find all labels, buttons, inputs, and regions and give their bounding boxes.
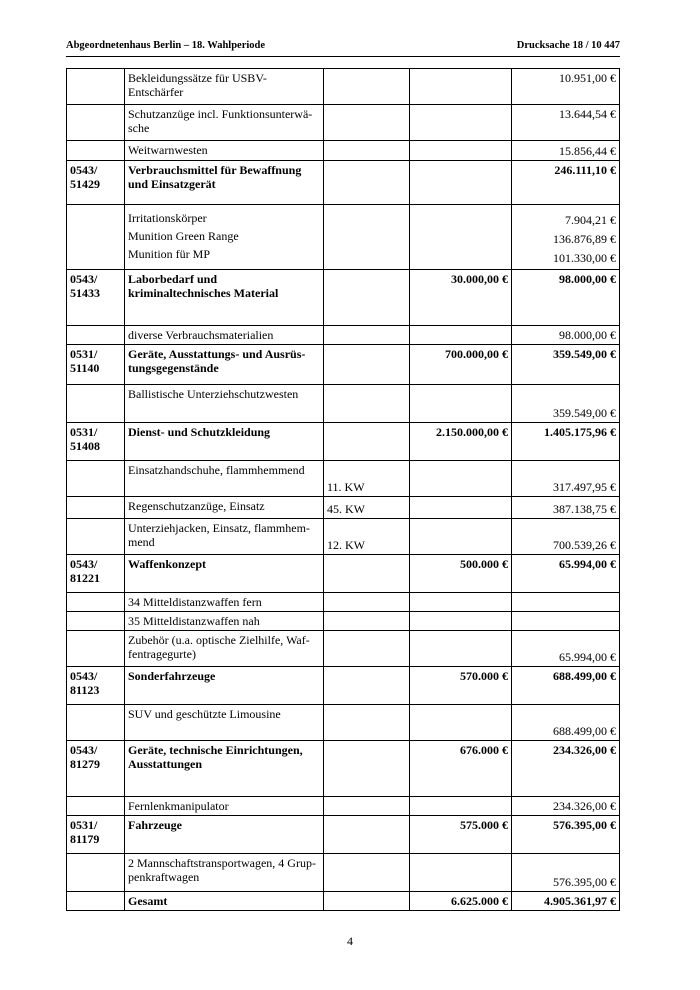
item-title: Munition für MP — [128, 247, 211, 261]
week-cell — [324, 69, 410, 105]
actual-amount: 359.549,00 € — [512, 385, 620, 423]
week-cell — [324, 161, 410, 205]
code-cell — [67, 631, 125, 667]
week-cell — [324, 385, 410, 423]
item-title: Irritationskörper — [128, 211, 207, 225]
item-title: 35 Mitteldistanzwaffen nah — [125, 612, 324, 631]
table-row-budget-title — [67, 345, 620, 385]
actual-amount: 7.904,21 € — [565, 213, 616, 227]
planned-amount: 2.150.000,00 € — [410, 423, 512, 461]
actual-amount-list — [512, 205, 620, 270]
budget-title: Verbrauchsmittel für Bewaffnung und Einsatzgerät — [125, 161, 324, 205]
code-cell — [67, 612, 125, 631]
actual-amount: 98.000,00 € — [512, 326, 620, 345]
actual-amount: 246.111,10 € — [512, 161, 620, 205]
table-row — [67, 105, 620, 141]
planned-cell — [410, 854, 512, 892]
item-title: Regenschutzanzüge, Einsatz — [125, 497, 324, 519]
item-title: Schutzanzüge incl. Funktionsunterwä-sche — [125, 105, 324, 141]
budget-code: 0531/ 51140 — [67, 345, 125, 385]
budget-title: Geräte, Ausstattungs- und Ausrüs-tungsgegenstände — [125, 345, 324, 385]
code-cell — [67, 385, 125, 423]
budget-code: 0543/ 81279 — [67, 741, 125, 797]
code-cell — [67, 705, 125, 741]
week-cell — [324, 270, 410, 326]
planned-cell — [410, 461, 512, 497]
budget-code: 0543/ 51433 — [67, 270, 125, 326]
budget-title: Waffenkonzept — [125, 555, 324, 593]
header-rule — [66, 56, 620, 57]
week-cell — [324, 705, 410, 741]
total-label: Gesamt — [125, 892, 324, 911]
planned-cell — [410, 69, 512, 105]
actual-amount: 688.499,00 € — [512, 667, 620, 705]
actual-cell — [512, 612, 620, 631]
budget-title: Fahrzeuge — [125, 816, 324, 854]
week-cell — [324, 854, 410, 892]
planned-cell — [410, 326, 512, 345]
table-row — [67, 631, 620, 667]
item-title: SUV und geschützte Limousine — [125, 705, 324, 741]
week-cell — [324, 741, 410, 797]
table-row-total — [67, 892, 620, 911]
actual-amount: 317.497,95 € — [512, 461, 620, 497]
week-cell — [324, 141, 410, 161]
budget-code: 0543/ 81221 — [67, 555, 125, 593]
item-title: diverse Verbrauchsmaterialien — [125, 326, 324, 345]
code-cell — [67, 854, 125, 892]
code-cell — [67, 593, 125, 612]
actual-amount: 13.644,54 € — [512, 105, 620, 141]
budget-title: Laborbedarf und kriminaltechnisches Material — [125, 270, 324, 326]
actual-amount: 10.951,00 € — [512, 69, 620, 105]
actual-amount: 1.405.175,96 € — [512, 423, 620, 461]
item-title: Bekleidungssätze für USBV-Entschärfer — [125, 69, 324, 105]
week-cell — [324, 555, 410, 593]
planned-amount: 570.000 € — [410, 667, 512, 705]
budget-code: 0543/ 81123 — [67, 667, 125, 705]
item-title: Unterziehjacken, Einsatz, flammhem-mend — [125, 519, 324, 555]
table-row — [67, 141, 620, 161]
planned-cell — [410, 593, 512, 612]
week-cell — [324, 423, 410, 461]
item-title: 2 Mannschaftstransportwagen, 4 Grup-penkraftwagen — [125, 854, 324, 892]
header-parliament: Abgeordnetenhaus Berlin – 18. Wahlperiode — [66, 40, 266, 51]
table-row-budget-title — [67, 161, 620, 205]
code-cell — [67, 69, 125, 105]
budget-code: 0543/ 51429 — [67, 161, 125, 205]
item-title: Munition Green Range — [128, 229, 239, 243]
actual-amount: 576.395,00 € — [512, 854, 620, 892]
calendar-week: 45. KW — [324, 497, 410, 519]
actual-amount: 576.395,00 € — [512, 816, 620, 854]
planned-cell — [410, 205, 512, 270]
actual-amount: 359.549,00 € — [512, 345, 620, 385]
planned-cell — [410, 141, 512, 161]
week-cell — [324, 667, 410, 705]
table-row — [67, 385, 620, 423]
code-cell — [67, 892, 125, 911]
item-title: Zubehör (u.a. optische Zielhilfe, Waf-fentragegurte) — [125, 631, 324, 667]
budget-title: Sonderfahrzeuge — [125, 667, 324, 705]
actual-amount: 700.539,26 € — [512, 519, 620, 555]
actual-amount: 101.330,00 € — [553, 251, 616, 265]
item-title: Einsatzhandschuhe, flammhemmend — [125, 461, 324, 497]
actual-amount: 387.138,75 € — [512, 497, 620, 519]
actual-amount: 136.876,89 € — [553, 232, 616, 246]
planned-amount: 676.000 € — [410, 741, 512, 797]
table-row — [67, 497, 620, 519]
planned-cell — [410, 705, 512, 741]
item-title: Fernlenkmanipulator — [125, 797, 324, 816]
budget-title: Geräte, technische Einrichtungen, Ausstattungen — [125, 741, 324, 797]
week-cell — [324, 105, 410, 141]
table-row — [67, 854, 620, 892]
table-row — [67, 326, 620, 345]
budget-code: 0531/ 81179 — [67, 816, 125, 854]
actual-cell — [512, 593, 620, 612]
week-cell — [324, 892, 410, 911]
table-row-budget-title — [67, 741, 620, 797]
week-cell — [324, 326, 410, 345]
total-actual-amount: 4.905.361,97 € — [512, 892, 620, 911]
planned-cell — [410, 105, 512, 141]
actual-amount: 234.326,00 € — [512, 741, 620, 797]
table-row — [67, 612, 620, 631]
item-title: Weitwarnwesten — [125, 141, 324, 161]
page-number: 4 — [347, 934, 353, 948]
week-cell — [324, 797, 410, 816]
code-cell — [67, 141, 125, 161]
actual-amount: 98.000,00 € — [512, 270, 620, 326]
week-cell — [324, 205, 410, 270]
item-title: Ballistische Unterziehschutzwesten — [125, 385, 324, 423]
table-row — [67, 705, 620, 741]
planned-amount: 575.000 € — [410, 816, 512, 854]
planned-cell — [410, 385, 512, 423]
week-cell — [324, 345, 410, 385]
actual-amount: 234.326,00 € — [512, 797, 620, 816]
table-row — [67, 519, 620, 555]
code-cell — [67, 519, 125, 555]
planned-cell — [410, 519, 512, 555]
week-cell — [324, 816, 410, 854]
code-cell — [67, 797, 125, 816]
code-cell — [67, 105, 125, 141]
table-row-budget-title — [67, 816, 620, 854]
week-cell — [324, 593, 410, 612]
table-row-budget-title — [67, 667, 620, 705]
week-cell — [324, 631, 410, 667]
item-title-list — [125, 205, 324, 270]
code-cell — [67, 205, 125, 270]
planned-amount — [410, 161, 512, 205]
planned-cell — [410, 797, 512, 816]
planned-amount: 500.000 € — [410, 555, 512, 593]
planned-amount: 30.000,00 € — [410, 270, 512, 326]
total-planned-amount: 6.625.000 € — [410, 892, 512, 911]
week-cell — [324, 612, 410, 631]
item-title: 34 Mitteldistanzwaffen fern — [125, 593, 324, 612]
planned-cell — [410, 631, 512, 667]
code-cell — [67, 497, 125, 519]
planned-cell — [410, 612, 512, 631]
calendar-week: 12. KW — [324, 519, 410, 555]
actual-amount: 65.994,00 € — [512, 555, 620, 593]
header-document-number: Drucksache 18 / 10 447 — [516, 40, 620, 51]
actual-amount: 65.994,00 € — [512, 631, 620, 667]
actual-amount: 688.499,00 € — [512, 705, 620, 741]
table-row — [67, 205, 620, 270]
table-row-budget-title — [67, 555, 620, 593]
actual-amount: 15.856,44 € — [512, 141, 620, 161]
table-row — [67, 797, 620, 816]
table-row — [67, 69, 620, 105]
planned-amount: 700.000,00 € — [410, 345, 512, 385]
calendar-week: 11. KW — [324, 461, 410, 497]
planned-cell — [410, 497, 512, 519]
budget-table — [66, 68, 620, 911]
code-cell — [67, 326, 125, 345]
budget-code: 0531/ 51408 — [67, 423, 125, 461]
table-row-budget-title — [67, 270, 620, 326]
table-row — [67, 461, 620, 497]
table-row-budget-title — [67, 423, 620, 461]
code-cell — [67, 461, 125, 497]
budget-title: Dienst- und Schutzkleidung — [125, 423, 324, 461]
table-row — [67, 593, 620, 612]
